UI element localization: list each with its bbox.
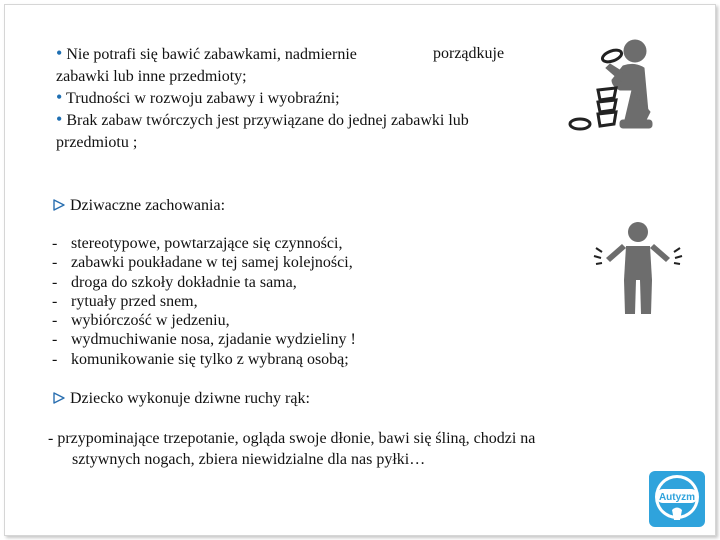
arrow-bullet-icon	[52, 198, 66, 212]
person-stacking-cups-icon	[560, 28, 670, 138]
list-item: - komunikowanie się tylko z wybraną osobą;	[52, 350, 349, 368]
list-item: - stereotypowe, powtarzające się czynności,	[52, 235, 343, 252]
bullet-text-3: Brak zabaw twórczych jest przywiązane do jednej zabawki lub	[66, 112, 469, 129]
arrow-bullet-icon	[52, 391, 66, 405]
list-item: - wybiórczość w jedzeniu,	[52, 312, 230, 330]
bullet-text-1: Nie potrafi się bawić zabawkami, nadmiernie	[66, 46, 357, 63]
bullet-text-2: Trudności w rozwoju zabawy i wyobraźni;	[66, 90, 340, 107]
autism-badge-logo	[648, 470, 706, 528]
list-item: - zabawki poukładane w tej samej kolejności,	[52, 254, 353, 272]
behaviors-list	[52, 234, 356, 369]
list-item: - rytuały przed snem,	[52, 292, 198, 310]
person-flapping-hands-icon	[588, 218, 688, 318]
bullet-item-3	[56, 110, 469, 130]
bullet-3-continuation: przedmiotu ;	[56, 134, 138, 151]
bullet-1-tail: porządkuje	[433, 45, 505, 62]
section-heading-movements	[52, 389, 310, 408]
heading-text: Dziecko wykonuje dziwne ruchy rąk:	[70, 390, 310, 407]
movements-line-1: - przypominające trzepotanie, ogląda swoje dłonie, bawi się śliną, chodzi na	[48, 430, 536, 447]
bullet-dot: •	[56, 109, 63, 129]
section-heading-behaviors	[52, 196, 225, 215]
heading-text: Dziwaczne zachowania:	[70, 197, 226, 214]
list-item: - wydmuchiwanie nosa, zjadanie wydzieliny !	[52, 331, 356, 349]
bullet-item-2	[56, 88, 340, 108]
movements-line-2: sztywnych nogach, zbiera niewidzialne dla nas pyłki…	[72, 451, 426, 468]
bullet-item-1	[56, 44, 357, 64]
bullet-dot: •	[56, 87, 63, 107]
bullet-dot: •	[56, 43, 63, 63]
bullet-1-continuation: zabawki lub inne przedmioty;	[56, 68, 247, 85]
list-item: - droga do szkoły dokładnie ta sama,	[52, 273, 297, 291]
badge-label: Autyzm	[658, 492, 696, 503]
